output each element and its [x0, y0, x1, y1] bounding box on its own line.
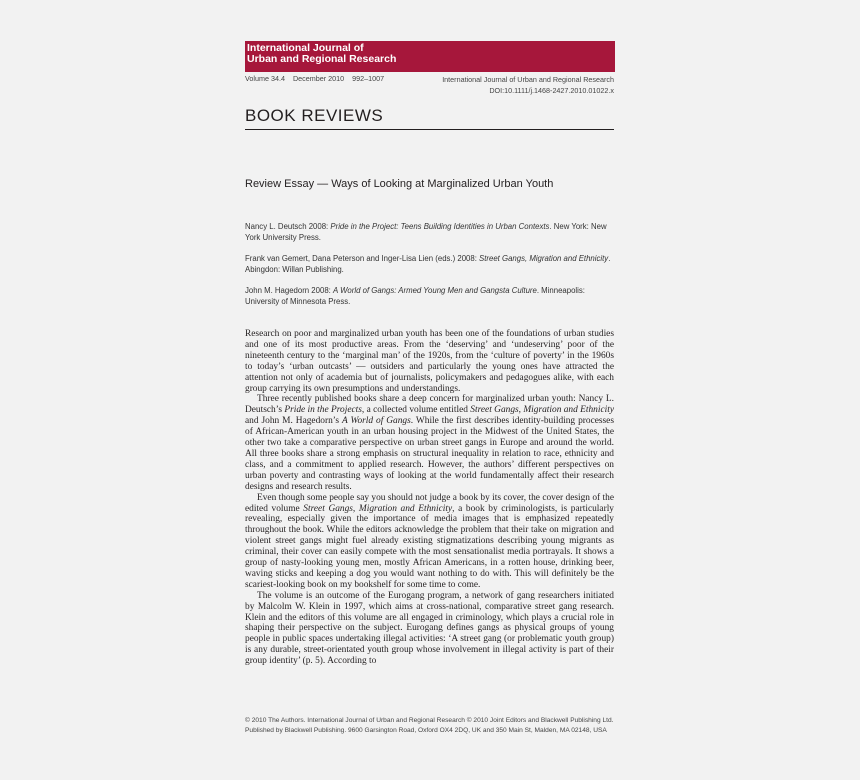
paragraph-1: Research on poor and marginalized urban youth has been one of the foundations of urban studies and one of its most productive areas. From the ‘deserving’ and ‘undeserving’ poor of the nineteenth century to the ‘marginal man’ of the 1920s, from the ‘culture of poverty’ in the 1960s to today’s ‘urban outcasts’ — outsiders and particularly the young ones have attracted the attention not only of academia but of journalists, policymakers and pedagogues alike, with each group carrying its own presumptions and understandings.: [245, 329, 614, 394]
reviewed-books-list: [245, 221, 614, 317]
paragraph-2: Three recently published books share a deep concern for marginalized urban youth: Nancy L. Deutsch’s Pride in the Projects, a collected volume entitled Street Gangs, Migration and Ethnicity and John M. Hagedorn’s A World of Gangs. While the first describes identity-building processes of African-American youth in an urban housing project in the Midwest of the United States, the other two take a comparative perspective on urban street gangs in Europe and around the world. All three books share a strong emphasis on structural inequality in relation to race, ethnicity and class, and a commitment to applied research. However, the authors’ different perspectives on urban poverty and contrasting ways of looking at the world fundamentally affect their research designs and research results.: [245, 394, 615, 492]
book-title: Street Gangs, Migration and Ethnicity: [479, 254, 609, 263]
book-title: A World of Gangs: Armed Young Men and Gangsta Culture: [333, 286, 537, 295]
section-divider: [245, 129, 614, 130]
volume: Volume 34.4: [245, 74, 285, 83]
journal-full-name: International Journal of Urban and Regional Research: [442, 75, 614, 84]
essay-title: Review Essay — Ways of Looking at Marginalized Urban Youth: [245, 178, 554, 190]
page-range: 992–1007: [352, 74, 385, 83]
journal-banner: [245, 41, 615, 72]
reviewed-book-2: Frank van Gemert, Dana Peterson and Inger-Lisa Lien (eds.) 2008: Street Gangs, Migration and Ethnicity. Abingdon: Willan Publishing.: [245, 254, 611, 274]
book-title: Pride in the Project: Teens Building Identities in Urban Contexts: [330, 222, 550, 231]
essay-body: [245, 329, 614, 667]
doi: DOI:10.1111/j.1468-2427.2010.01022.x: [489, 86, 614, 95]
issue-info: [245, 74, 384, 83]
section-title: BOOK REVIEWS: [245, 106, 384, 125]
paragraph-3: Even though some people say you should not judge a book by its cover, the cover design of the edited volume Street Gangs, Migration and Ethnicity, a book by criminologists, is particularly revealing, especially given the importance of media images that is emphasized repeatedly throughout the book. While the editors acknowledge the problem that their take on migration and violent street gangs might fuel already existing stigmatizations describing young migrants as criminal, their cover can easily compete with the most sensationalist media portrayals. It shows a group of nasty-looking young men, mostly African Americans, in a rotten house, drinking beer, waving sticks and keeping a dog you would want nothing to do with. This will definitely be the scariest-looking book on my bookshelf for some time to come.: [245, 492, 614, 590]
reviewed-book-3: John M. Hagedorn 2008: A World of Gangs: Armed Young Men and Gangsta Culture. Minneapolis: University of Minnesota Press.: [245, 286, 585, 306]
paragraph-4: The volume is an outcome of the Eurogang program, a network of gang researchers initiated by Malcolm W. Klein in 1997, which aims at cross-national, comparative street gang research. Klein and the editors of this volume are all engaged in criminology, which plays a crucial role in shaping their perspective on the subject. Eurogang defines gangs as physical groups of young people in public spaces undertaking illegal activities: ‘A street gang (or problematic youth group) is any durable, street-orientated youth group whose involvement in illegal activity is part of their group identity’ (p. 5). According to: [245, 590, 614, 667]
issue-date: December 2010: [292, 74, 345, 83]
copyright-footer: © 2010 The Authors. International Journal of Urban and Regional Research © 2010 Joint Editors and Blackwell Publishing Ltd. Published by Blackwell Publishing. 9600 Garsington Road, Oxford OX4 2DQ, UK and 350 Main St, Malden, MA 02148, USA: [245, 717, 614, 734]
journal-name-line2: Urban and Regional Research: [247, 53, 397, 65]
journal-name-line1: International Journal of: [247, 42, 364, 54]
reviewed-book-1: Nancy L. Deutsch 2008: Pride in the Project: Teens Building Identities in Urban Contexts. New York: New York University Press.: [245, 222, 607, 242]
journal-citation: [442, 74, 614, 96]
